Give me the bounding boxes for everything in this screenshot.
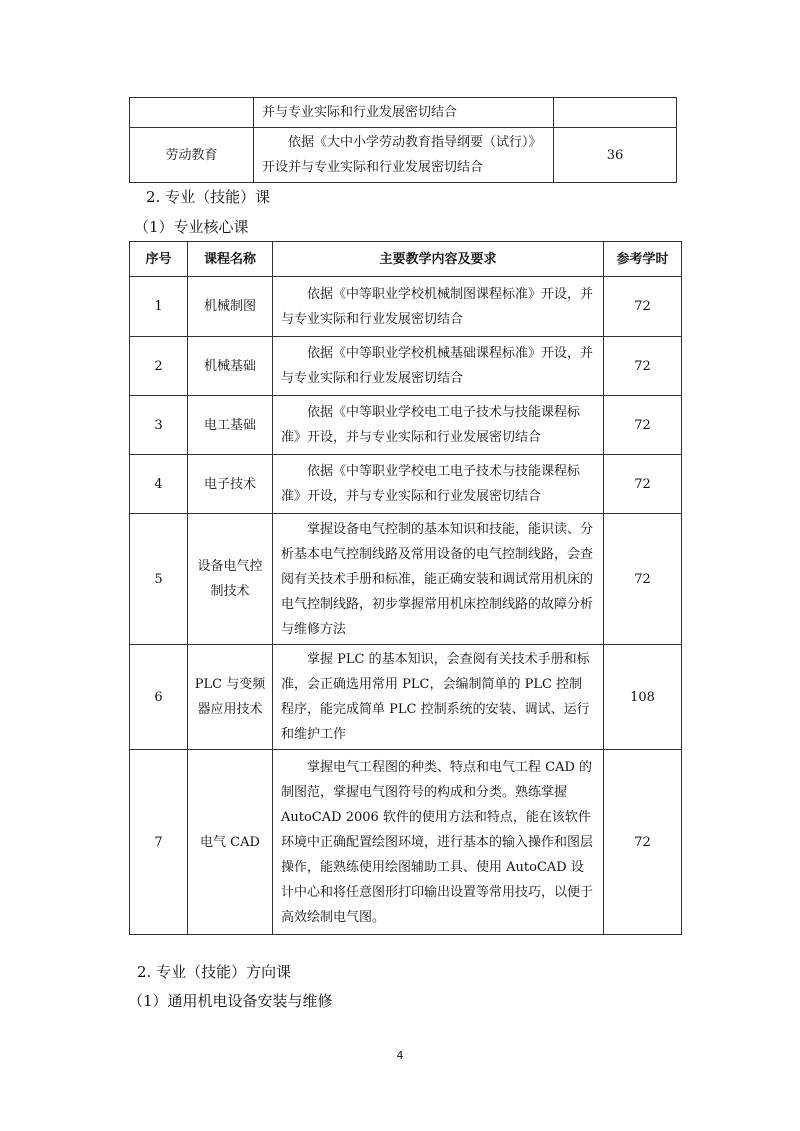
row-course-name: PLC 与变频器应用技术 (188, 645, 273, 750)
row-hours: 108 (604, 645, 682, 750)
table-row (130, 396, 682, 455)
header-no: 序号 (130, 242, 188, 277)
header-content: 主要教学内容及要求 (273, 242, 604, 277)
header-hours: 参考学时 (604, 242, 682, 277)
core-course-table (129, 241, 682, 935)
row-content: 掌握 PLC 的基本知识，会查阅有关技术手册和标准，会正确选用常用 PLC，会编制简单的 PLC 控制程序，能完成简单 PLC 控制系统的安装、调试、运行和维护工作 (273, 645, 604, 750)
row-hours: 72 (604, 396, 682, 455)
row-hours: 72 (604, 455, 682, 514)
row-no: 4 (130, 455, 188, 514)
row-no: 5 (130, 514, 188, 645)
row-content: 依据《中等职业学校机械制图课程标准》开设，并与专业实际和行业发展密切结合 (273, 277, 604, 337)
row-no: 6 (130, 645, 188, 750)
course-name-cell: 劳动教育 (130, 128, 254, 183)
course-content-cell: 并与专业实际和行业发展密切结合 (254, 98, 554, 128)
course-hours-cell (554, 98, 677, 128)
row-hours: 72 (604, 514, 682, 645)
course-hours-cell: 36 (554, 128, 677, 183)
row-content: 掌握设备电气控制的基本知识和技能，能识读、分析基本电气控制线路及常用设备的电气控制线路，会查阅有关技术手册和标准，能正确安装和调试常用机床的电气控制线路，初步掌握常用机床控制线路的故障分析与维修方法 (273, 514, 604, 645)
row-course-name: 电子技术 (188, 455, 273, 514)
row-course-name: 电气 CAD (188, 750, 273, 935)
top-course-table (129, 97, 677, 183)
course-name-cell (130, 98, 254, 128)
table-row (130, 277, 682, 337)
row-content: 依据《中等职业学校电工电子技术与技能课程标准》开设，并与专业实际和行业发展密切结合 (273, 455, 604, 514)
row-hours: 72 (604, 277, 682, 337)
row-hours: 72 (604, 750, 682, 935)
table-row (130, 514, 682, 645)
table-row (130, 455, 682, 514)
row-course-name: 设备电气控制技术 (188, 514, 273, 645)
table-row (130, 98, 677, 128)
row-content: 依据《中等职业学校电工电子技术与技能课程标准》开设，并与专业实际和行业发展密切结合 (273, 396, 604, 455)
page-number: 4 (396, 1049, 404, 1062)
row-hours: 72 (604, 337, 682, 396)
row-no: 1 (130, 277, 188, 337)
header-course-name: 课程名称 (188, 242, 273, 277)
table-header-row (130, 242, 682, 277)
row-no: 7 (130, 750, 188, 935)
row-course-name: 机械制图 (188, 277, 273, 337)
table-row (130, 645, 682, 750)
row-course-name: 机械基础 (188, 337, 273, 396)
row-content: 依据《中等职业学校机械基础课程标准》开设，并与专业实际和行业发展密切结合 (273, 337, 604, 396)
section-heading-direction-courses: 2. 专业（技能）方向课 (137, 963, 292, 981)
row-course-name: 电工基础 (188, 396, 273, 455)
table-row (130, 337, 682, 396)
table-row (130, 128, 677, 183)
row-content: 掌握电气工程图的种类、特点和电气工程 CAD 的制图范，掌握电气图符号的构成和分类。熟练掌握 AutoCAD 2006 软件的使用方法和特点，能在该软件环境中正确配置绘图环境，进行基本的输入操作和图层操作，能熟练使用绘图辅助工具、使用 AutoCAD 设计中心和将任意图形打印输出设置等常用技巧，以便于高效绘制电气图。 (273, 750, 604, 935)
row-no: 3 (130, 396, 188, 455)
course-content-cell: 依据《大中小学劳动教育指导纲要（试行）》开设并与专业实际和行业发展密切结合 (254, 128, 554, 183)
section-heading-major-courses: 2. 专业（技能）课 (146, 188, 271, 206)
row-no: 2 (130, 337, 188, 396)
section-heading-general-install: （1）通用机电设备安装与维修 (128, 992, 333, 1010)
table-row (130, 750, 682, 935)
section-heading-core-courses: （1）专业核心课 (134, 218, 249, 236)
